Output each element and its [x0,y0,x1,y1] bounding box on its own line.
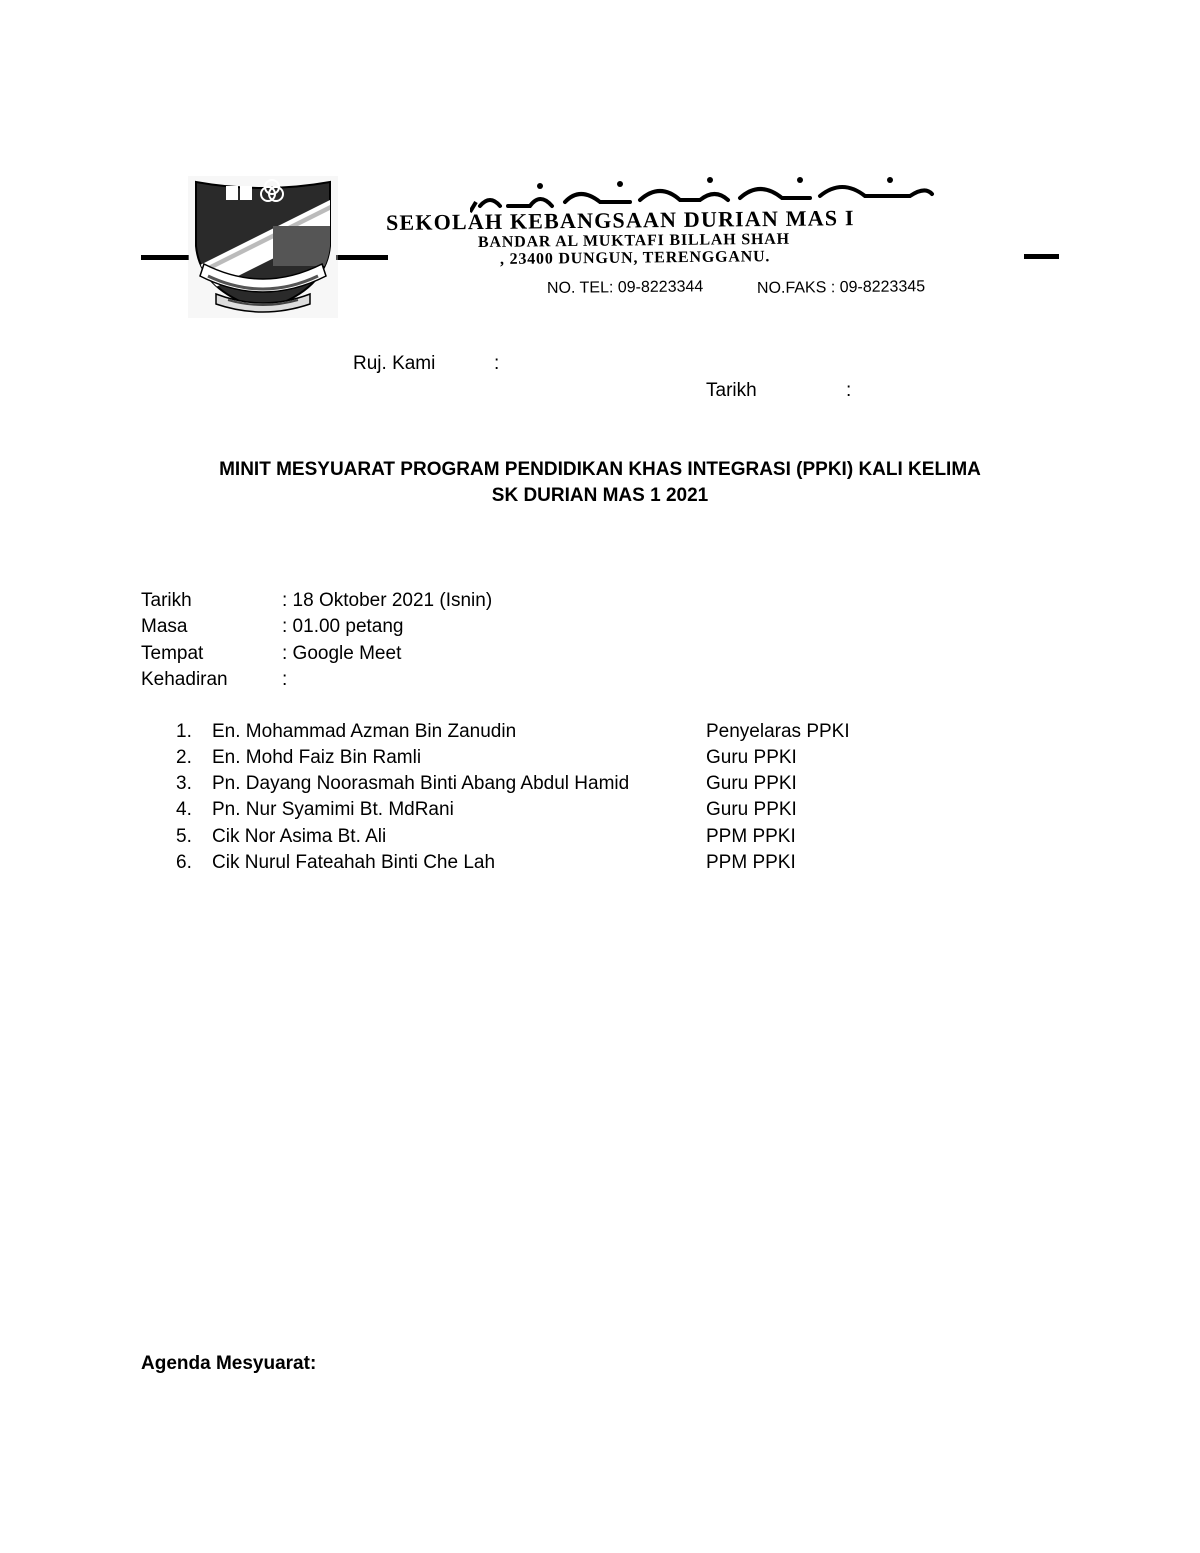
attendee-name: En. Mohammad Azman Bin Zanudin [212,721,517,742]
agenda-heading: Agenda Mesyuarat: [141,1353,317,1374]
ruj-kami-colon: : [494,353,500,374]
attendee-row [0,826,1200,852]
attendee-role: PPM PPKI [706,826,796,847]
letterhead-rule-middle [336,255,388,260]
meeting-date-value: : 18 Oktober 2021 (Isnin) [282,590,493,611]
school-name: SEKOLAH KEBANGSAAN DURIAN MAS I [385,205,855,235]
letterhead-rule-right [1024,254,1059,259]
attendee-row [0,852,1200,878]
attendee-number: 5. [176,826,192,847]
attendee-name: Pn. Dayang Noorasmah Binti Abang Abdul Hamid [212,773,630,794]
attendee-number: 3. [176,773,192,794]
attendee-name: Cik Nor Asima Bt. Ali [212,826,387,847]
tarikh-ref-colon: : [846,380,852,401]
meeting-time-value: : 01.00 petang [282,616,404,637]
tarikh-ref-label: Tarikh [706,380,757,401]
attendee-name: Cik Nurul Fateahah Binti Che Lah [212,852,496,873]
minutes-title-line2: SK DURIAN MAS 1 2021 [491,485,709,506]
attendee-role: Guru PPKI [706,747,797,768]
meeting-time-label: Masa [141,616,188,637]
attendee-number: 4. [176,799,192,820]
attendee-name: En. Mohd Faiz Bin Ramli [212,747,422,768]
attendee-row [0,773,1200,799]
ruj-kami-label: Ruj. Kami [353,353,436,374]
meeting-date-label: Tarikh [141,590,192,611]
meeting-place-label: Tempat [141,643,204,664]
school-tel: NO. TEL: 09-8223344 [546,278,704,297]
school-address-line2: , 23400 DUNGUN, TERENGGANU. [499,248,771,268]
attendee-row [0,721,1200,747]
attendee-role: Guru PPKI [706,799,797,820]
attendee-number: 1. [176,721,192,742]
attendance-colon: : [282,669,288,690]
minutes-title-line1: MINIT MESYUARAT PROGRAM PENDIDIKAN KHAS INTEGRASI (PPKI) KALI KELIMA [219,459,981,480]
attendee-name: Pn. Nur Syamimi Bt. MdRani [212,799,454,820]
school-crest-logo [188,176,338,318]
letterhead-rule-left [141,255,189,260]
attendee-number: 6. [176,852,192,873]
attendee-row [0,747,1200,773]
attendee-role: Guru PPKI [706,773,797,794]
attendance-label: Kehadiran [141,669,228,690]
school-fax: NO.FAKS : 09-8223345 [756,278,926,297]
attendee-role: Penyelaras PPKI [706,721,850,742]
meeting-place-value: : Google Meet [282,643,402,664]
attendee-row [0,799,1200,825]
attendee-role: PPM PPKI [706,852,796,873]
school-address-line1: BANDAR AL MUKTAFI BILLAH SHAH [477,230,790,251]
attendee-number: 2. [176,747,192,768]
